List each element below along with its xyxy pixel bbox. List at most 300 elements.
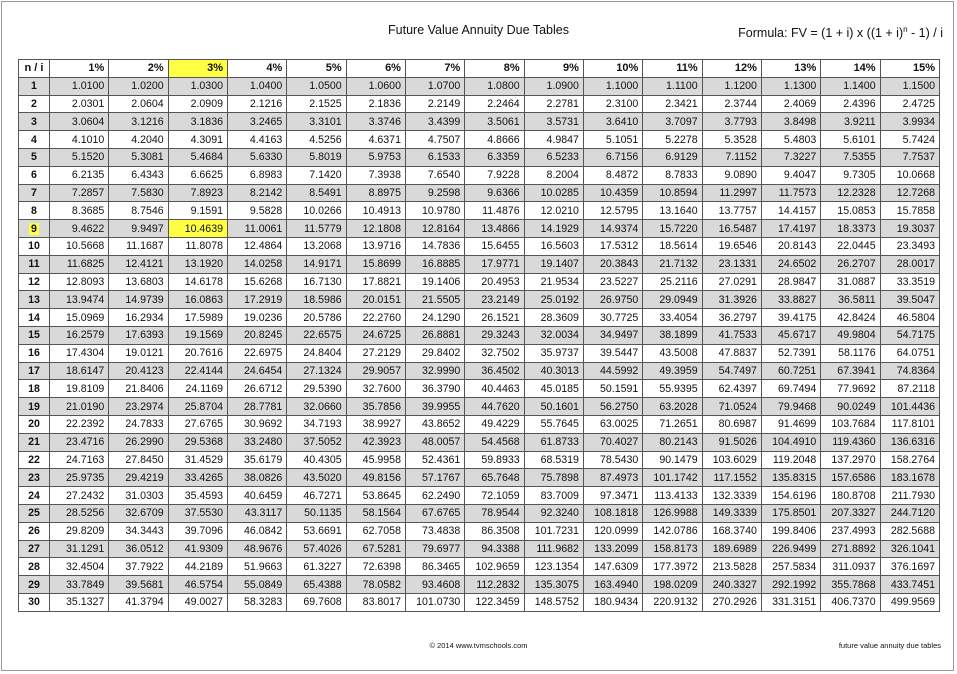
table-cell: 8.2004	[524, 166, 583, 184]
table-cell: 37.5530	[168, 504, 227, 522]
table-cell: 17.5989	[168, 309, 227, 327]
table-cell: 87.2118	[880, 380, 939, 398]
table-header-row	[19, 60, 940, 78]
table-cell: 180.9434	[583, 593, 642, 611]
table-cell: 23.1331	[702, 255, 761, 273]
table-cell: 24.7833	[109, 415, 168, 433]
row-period	[19, 344, 50, 362]
table-cell: 7.2857	[50, 184, 109, 202]
table-cell: 67.3941	[821, 362, 880, 380]
table-cell: 14.9374	[583, 220, 642, 238]
row-period	[19, 148, 50, 166]
row-period	[19, 184, 50, 202]
table-cell: 499.9569	[880, 593, 939, 611]
table-cell: 158.2764	[880, 451, 939, 469]
table-cell: 20.5786	[287, 309, 346, 327]
table-cell: 45.6717	[761, 326, 820, 344]
table-row	[19, 131, 940, 149]
corner-header: n / i	[19, 60, 50, 78]
table-cell: 25.8704	[168, 398, 227, 416]
table-cell: 180.8708	[821, 487, 880, 505]
row-period	[19, 433, 50, 451]
table-cell: 4.4163	[227, 131, 286, 149]
table-cell: 72.6398	[346, 558, 405, 576]
table-cell: 12.5795	[583, 202, 642, 220]
row-period	[19, 469, 50, 487]
table-cell: 47.8837	[702, 344, 761, 362]
table-cell: 67.5281	[346, 540, 405, 558]
table-row	[19, 326, 940, 344]
table-cell: 5.7424	[880, 131, 939, 149]
row-period	[19, 113, 50, 131]
table-cell: 28.7781	[227, 398, 286, 416]
table-cell: 21.5505	[405, 291, 464, 309]
table-cell: 19.8109	[50, 380, 109, 398]
footer-caption: future value annuity due tables	[838, 641, 941, 650]
table-cell: 70.4027	[583, 433, 642, 451]
table-cell: 50.1591	[583, 380, 642, 398]
table-cell: 33.8827	[761, 291, 820, 309]
row-period-label: 16	[28, 347, 40, 360]
table-cell: 39.5447	[583, 344, 642, 362]
table-cell: 3.3101	[287, 113, 346, 131]
table-cell: 35.1327	[50, 593, 109, 611]
table-cell: 135.3075	[524, 576, 583, 594]
table-cell: 44.2189	[168, 558, 227, 576]
table-cell: 32.0034	[524, 326, 583, 344]
row-period-label: 8	[31, 204, 37, 217]
table-cell: 38.0826	[227, 469, 286, 487]
table-cell: 17.5312	[583, 237, 642, 255]
table-cell: 22.6975	[227, 344, 286, 362]
row-period-label: 18	[28, 382, 40, 395]
table-cell: 18.5614	[643, 237, 702, 255]
table-row	[19, 415, 940, 433]
row-period-label: 25	[28, 507, 40, 520]
table-cell: 78.0582	[346, 576, 405, 594]
table-cell: 32.4504	[50, 558, 109, 576]
table-cell: 36.5811	[821, 291, 880, 309]
table-cell: 36.3790	[405, 380, 464, 398]
table-cell: 27.6765	[168, 415, 227, 433]
table-cell: 237.4993	[821, 522, 880, 540]
row-period-label: 17	[28, 364, 40, 377]
table-cell: 133.2099	[583, 540, 642, 558]
row-period	[19, 166, 50, 184]
row-period	[19, 237, 50, 255]
table-cell: 9.2598	[405, 184, 464, 202]
table-cell: 25.0192	[524, 291, 583, 309]
table-row	[19, 540, 940, 558]
table-cell: 198.0209	[643, 576, 702, 594]
table-cell: 55.0849	[227, 576, 286, 594]
table-cell: 15.0853	[821, 202, 880, 220]
table-cell: 91.4699	[761, 415, 820, 433]
table-cell: 4.5256	[287, 131, 346, 149]
table-cell: 63.2028	[643, 398, 702, 416]
table-cell: 11.2997	[702, 184, 761, 202]
table-cell: 21.9534	[524, 273, 583, 291]
table-cell: 15.7858	[880, 202, 939, 220]
table-body	[19, 77, 940, 611]
table-cell: 271.8892	[821, 540, 880, 558]
table-cell: 51.9663	[227, 558, 286, 576]
table-cell: 80.2143	[643, 433, 702, 451]
table-cell: 35.6179	[227, 451, 286, 469]
table-cell: 9.0890	[702, 166, 761, 184]
column-header: 7%	[405, 60, 464, 78]
table-cell: 72.1059	[465, 487, 524, 505]
table-cell: 1.0400	[227, 77, 286, 95]
table-cell: 3.1836	[168, 113, 227, 131]
table-cell: 10.5668	[50, 237, 109, 255]
table-cell: 6.4343	[109, 166, 168, 184]
table-row	[19, 451, 940, 469]
table-cell: 16.2934	[109, 309, 168, 327]
table-row	[19, 237, 940, 255]
table-cell: 48.9676	[227, 540, 286, 558]
table-cell: 4.9847	[524, 131, 583, 149]
table-cell: 14.9739	[109, 291, 168, 309]
table-cell: 15.6455	[465, 237, 524, 255]
formula-exponent: n	[903, 25, 908, 34]
table-cell: 23.2149	[465, 291, 524, 309]
table-cell: 43.5020	[287, 469, 346, 487]
column-header: 2%	[109, 60, 168, 78]
table-cell: 38.9927	[346, 415, 405, 433]
table-cell: 2.4725	[880, 95, 939, 113]
table-cell: 5.6330	[227, 148, 286, 166]
table-cell: 1.0900	[524, 77, 583, 95]
table-cell: 45.9958	[346, 451, 405, 469]
table-cell: 331.3151	[761, 593, 820, 611]
table-cell: 15.8699	[346, 255, 405, 273]
row-period-label: 23	[28, 471, 40, 484]
table-cell: 135.8315	[761, 469, 820, 487]
table-cell: 74.8364	[880, 362, 939, 380]
table-cell: 2.2149	[405, 95, 464, 113]
column-header: 8%	[465, 60, 524, 78]
table-cell: 6.3359	[465, 148, 524, 166]
table-cell: 17.8821	[346, 273, 405, 291]
row-period	[19, 131, 50, 149]
row-period-label: 1	[31, 80, 37, 93]
table-cell: 10.4913	[346, 202, 405, 220]
table-row	[19, 220, 940, 238]
table-row	[19, 433, 940, 451]
table-cell: 2.1836	[346, 95, 405, 113]
table-cell: 3.1216	[109, 113, 168, 131]
row-period-label: 26	[28, 525, 40, 538]
row-period	[19, 380, 50, 398]
formula	[738, 25, 943, 40]
row-period	[19, 558, 50, 576]
table-cell: 101.4436	[880, 398, 939, 416]
table-cell: 20.8143	[761, 237, 820, 255]
table-cell: 21.8406	[109, 380, 168, 398]
table-cell: 406.7370	[821, 593, 880, 611]
row-period-label: 5	[31, 151, 37, 164]
table-cell: 1.1300	[761, 77, 820, 95]
table-cell: 40.4463	[465, 380, 524, 398]
table-cell: 13.6803	[109, 273, 168, 291]
table-cell: 91.5026	[702, 433, 761, 451]
table-cell: 90.0249	[821, 398, 880, 416]
table-cell: 49.0027	[168, 593, 227, 611]
table-cell: 168.3740	[702, 522, 761, 540]
table-cell: 58.1564	[346, 504, 405, 522]
table-cell: 40.6459	[227, 487, 286, 505]
table-cell: 132.3339	[702, 487, 761, 505]
table-row	[19, 380, 940, 398]
table-cell: 14.6178	[168, 273, 227, 291]
table-cell: 3.9211	[821, 113, 880, 131]
table-cell: 49.8156	[346, 469, 405, 487]
table-cell: 20.3843	[583, 255, 642, 273]
table-cell: 39.9955	[405, 398, 464, 416]
table-cell: 9.1591	[168, 202, 227, 220]
table-cell: 14.9171	[287, 255, 346, 273]
table-cell: 61.8733	[524, 433, 583, 451]
table-cell: 5.1051	[583, 131, 642, 149]
table-cell: 7.5830	[109, 184, 168, 202]
row-period	[19, 291, 50, 309]
table-cell: 6.6625	[168, 166, 227, 184]
table-row	[19, 166, 940, 184]
row-period	[19, 398, 50, 416]
table-cell: 57.1767	[405, 469, 464, 487]
table-cell: 2.2781	[524, 95, 583, 113]
table-cell: 20.4123	[109, 362, 168, 380]
table-cell: 50.1601	[524, 398, 583, 416]
table-cell: 3.5061	[465, 113, 524, 131]
table-cell: 58.3283	[227, 593, 286, 611]
table-cell: 62.4397	[702, 380, 761, 398]
column-header: 14%	[821, 60, 880, 78]
row-period	[19, 273, 50, 291]
table-cell: 5.4803	[761, 131, 820, 149]
table-cell: 14.4157	[761, 202, 820, 220]
table-cell: 376.1697	[880, 558, 939, 576]
table-cell: 25.2116	[643, 273, 702, 291]
table-cell: 54.4568	[465, 433, 524, 451]
table-cell: 34.9497	[583, 326, 642, 344]
table-cell: 31.3926	[702, 291, 761, 309]
table-cell: 19.1406	[405, 273, 464, 291]
table-row	[19, 504, 940, 522]
table-cell: 33.2480	[227, 433, 286, 451]
row-period-label: 11	[28, 258, 40, 271]
table-cell: 4.8666	[465, 131, 524, 149]
table-cell: 158.8173	[643, 540, 702, 558]
table-cell: 27.2129	[346, 344, 405, 362]
table-cell: 40.4305	[287, 451, 346, 469]
table-cell: 30.9692	[227, 415, 286, 433]
table-cell: 7.8923	[168, 184, 227, 202]
table-cell: 11.8078	[168, 237, 227, 255]
table-cell: 6.7156	[583, 148, 642, 166]
row-period-label: 12	[28, 275, 40, 288]
table-cell: 7.6540	[405, 166, 464, 184]
column-header: 3%	[168, 60, 227, 78]
table-cell: 101.1742	[643, 469, 702, 487]
table-cell: 22.0445	[821, 237, 880, 255]
table-cell: 29.4219	[109, 469, 168, 487]
table-cell: 79.6977	[405, 540, 464, 558]
table-cell: 13.4866	[465, 220, 524, 238]
column-header: 5%	[287, 60, 346, 78]
table-cell: 39.5681	[109, 576, 168, 594]
row-period-label: 13	[28, 293, 40, 306]
table-cell: 97.3471	[583, 487, 642, 505]
table-cell: 13.1640	[643, 202, 702, 220]
table-cell: 5.6101	[821, 131, 880, 149]
table-cell: 87.4973	[583, 469, 642, 487]
column-header: 15%	[880, 60, 939, 78]
table-cell: 1.0700	[405, 77, 464, 95]
table-cell: 80.6987	[702, 415, 761, 433]
table-cell: 33.3519	[880, 273, 939, 291]
table-cell: 11.7573	[761, 184, 820, 202]
table-cell: 15.6268	[227, 273, 286, 291]
table-cell: 20.4953	[465, 273, 524, 291]
table-cell: 33.4054	[643, 309, 702, 327]
table-cell: 24.6725	[346, 326, 405, 344]
table-row	[19, 291, 940, 309]
table-row	[19, 362, 940, 380]
table-cell: 8.3685	[50, 202, 109, 220]
table-cell: 12.4121	[109, 255, 168, 273]
table-cell: 11.4876	[465, 202, 524, 220]
table-cell: 148.5752	[524, 593, 583, 611]
table-cell: 16.7130	[287, 273, 346, 291]
table-cell: 5.8019	[287, 148, 346, 166]
table-cell: 117.1552	[702, 469, 761, 487]
table-cell: 71.0524	[702, 398, 761, 416]
table-cell: 16.0863	[168, 291, 227, 309]
column-header: 10%	[583, 60, 642, 78]
table-cell: 33.7849	[50, 576, 109, 594]
table-cell: 10.0668	[880, 166, 939, 184]
row-period	[19, 326, 50, 344]
row-period	[19, 576, 50, 594]
table-row	[19, 558, 940, 576]
table-cell: 157.6586	[821, 469, 880, 487]
table-cell: 39.4175	[761, 309, 820, 327]
table-cell: 12.7268	[880, 184, 939, 202]
table-cell: 61.3227	[287, 558, 346, 576]
table-cell: 11.1687	[109, 237, 168, 255]
table-cell: 9.9497	[109, 220, 168, 238]
table-cell: 19.0236	[227, 309, 286, 327]
table-cell: 122.3459	[465, 593, 524, 611]
table-cell: 65.4388	[287, 576, 346, 594]
table-cell: 30.7725	[583, 309, 642, 327]
table-cell: 14.1929	[524, 220, 583, 238]
table-cell: 7.1420	[287, 166, 346, 184]
table-row	[19, 255, 940, 273]
formula-prefix: Formula: FV = (1 + i) x ((1 + i)	[738, 26, 904, 41]
column-header: 12%	[702, 60, 761, 78]
table-cell: 78.5430	[583, 451, 642, 469]
table-cell: 12.1808	[346, 220, 405, 238]
row-period-label: 24	[28, 489, 40, 502]
table-cell: 9.7305	[821, 166, 880, 184]
table-cell: 3.8498	[761, 113, 820, 131]
table-cell: 93.4608	[405, 576, 464, 594]
table-row	[19, 148, 940, 166]
table-cell: 1.0300	[168, 77, 227, 95]
table-cell: 44.5992	[583, 362, 642, 380]
table-cell: 1.1500	[880, 77, 939, 95]
table-cell: 1.0100	[50, 77, 109, 95]
row-period-label: 30	[28, 596, 40, 609]
table-cell: 19.3037	[880, 220, 939, 238]
table-cell: 2.0301	[50, 95, 109, 113]
row-period	[19, 504, 50, 522]
table-cell: 3.5731	[524, 113, 583, 131]
table-cell: 326.1041	[880, 540, 939, 558]
table-cell: 55.9395	[643, 380, 702, 398]
table-cell: 64.0751	[880, 344, 939, 362]
table-cell: 111.9682	[524, 540, 583, 558]
table-row	[19, 469, 940, 487]
table-cell: 12.0210	[524, 202, 583, 220]
table-cell: 29.5368	[168, 433, 227, 451]
table-cell: 26.1521	[465, 309, 524, 327]
table-cell: 108.1818	[583, 504, 642, 522]
table-cell: 18.3373	[821, 220, 880, 238]
table-cell: 12.8164	[405, 220, 464, 238]
row-period-label: 2	[31, 97, 37, 110]
table-cell: 103.6029	[702, 451, 761, 469]
table-cell: 31.0303	[109, 487, 168, 505]
table-cell: 41.9309	[168, 540, 227, 558]
table-cell: 9.4622	[50, 220, 109, 238]
row-period	[19, 255, 50, 273]
table-cell: 23.4716	[50, 433, 109, 451]
table-cell: 12.2328	[821, 184, 880, 202]
table-cell: 7.1152	[702, 148, 761, 166]
table-cell: 29.9057	[346, 362, 405, 380]
table-cell: 94.3388	[465, 540, 524, 558]
table-cell: 13.7757	[702, 202, 761, 220]
table-cell: 31.0887	[821, 273, 880, 291]
table-cell: 2.4069	[761, 95, 820, 113]
table-cell: 60.7251	[761, 362, 820, 380]
table-row	[19, 95, 940, 113]
table-cell: 1.1100	[643, 77, 702, 95]
table-cell: 270.2926	[702, 593, 761, 611]
table-cell: 43.5008	[643, 344, 702, 362]
table-cell: 31.1291	[50, 540, 109, 558]
table-cell: 28.9847	[761, 273, 820, 291]
footer-copyright: © 2014 www.tvmschools.com	[429, 641, 528, 650]
table-cell: 282.5688	[880, 522, 939, 540]
table-cell: 49.9804	[821, 326, 880, 344]
table-cell: 43.3117	[227, 504, 286, 522]
table-cell: 34.3443	[109, 522, 168, 540]
row-period-label: 14	[28, 311, 40, 324]
row-period	[19, 202, 50, 220]
row-period-label: 21	[28, 436, 40, 449]
table-cell: 62.2490	[405, 487, 464, 505]
table-cell: 4.3091	[168, 131, 227, 149]
table-cell: 24.6454	[227, 362, 286, 380]
row-period-label: 3	[31, 115, 37, 128]
table-cell: 3.3746	[346, 113, 405, 131]
table-cell: 2.0909	[168, 95, 227, 113]
